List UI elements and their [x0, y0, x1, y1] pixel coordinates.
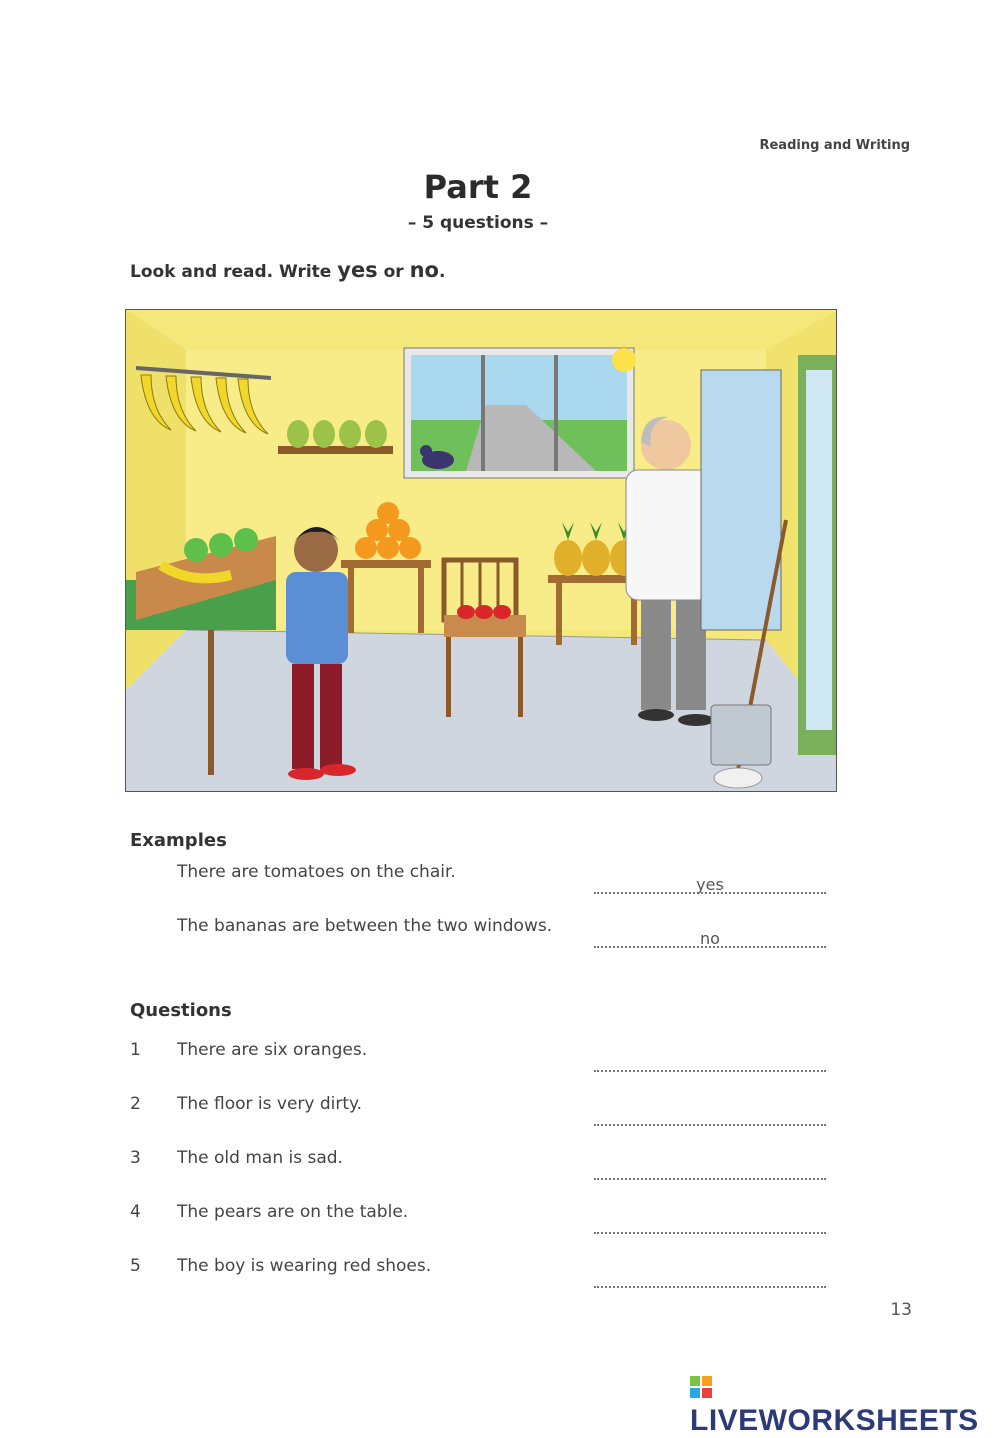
examples-heading: Examples [130, 830, 227, 851]
question-text: The old man is sad. [177, 1148, 343, 1168]
instruction-prefix: Look and read. Write [130, 262, 338, 282]
example-answer-line [594, 930, 826, 948]
question-row [130, 1040, 830, 1074]
question-text: The floor is very dirty. [177, 1094, 363, 1114]
example-answer-field [594, 929, 826, 948]
shop-illustration [125, 309, 837, 792]
instruction-no: no [409, 258, 439, 282]
instruction-yes: yes [337, 258, 378, 282]
question-row [130, 1148, 830, 1182]
example-answer-line [594, 876, 826, 894]
question-number: 2 [130, 1094, 141, 1114]
answer-input-3[interactable] [594, 1161, 826, 1180]
question-row [130, 1094, 830, 1128]
instruction [130, 258, 445, 282]
example-row [130, 916, 830, 950]
section-label: Reading and Writing [759, 138, 910, 153]
question-number: 3 [130, 1148, 141, 1168]
brand-text: LIVEWORKSHEETS [690, 1404, 979, 1437]
question-row [130, 1256, 830, 1290]
answer-line [594, 1108, 826, 1126]
answer-line [594, 1054, 826, 1072]
question-number: 1 [130, 1040, 141, 1060]
example-text: The bananas are between the two windows. [177, 916, 553, 936]
example-row [130, 862, 830, 896]
answer-input-1[interactable] [594, 1053, 826, 1072]
questions-heading: Questions [130, 1000, 232, 1021]
instruction-suffix: . [438, 262, 446, 282]
answer-line [594, 1162, 826, 1180]
question-number: 4 [130, 1202, 141, 1222]
liveworksheets-icon [690, 1376, 712, 1398]
question-text: The pears are on the table. [177, 1202, 409, 1222]
page-number: 13 [890, 1300, 912, 1320]
liveworksheets-logo [690, 1370, 1000, 1438]
question-row [130, 1202, 830, 1236]
example-answer-field [594, 875, 826, 894]
answer-input-4[interactable] [594, 1215, 826, 1234]
answer-line [594, 1270, 826, 1288]
shop-scene-svg [126, 310, 837, 792]
red-shoe-right [320, 764, 356, 776]
instruction-or: or [377, 262, 410, 282]
question-number: 5 [130, 1256, 141, 1276]
example-text: There are tomatoes on the chair. [177, 862, 456, 882]
page-title: Part 2 [423, 168, 533, 206]
answer-line [594, 1216, 826, 1234]
answer-input-5[interactable] [594, 1269, 826, 1288]
question-text: There are six oranges. [177, 1040, 368, 1060]
red-shoe-left [288, 768, 324, 780]
answer-input-2[interactable] [594, 1107, 826, 1126]
question-text: The boy is wearing red shoes. [177, 1256, 432, 1276]
page-subtitle: – 5 questions – [407, 213, 549, 233]
